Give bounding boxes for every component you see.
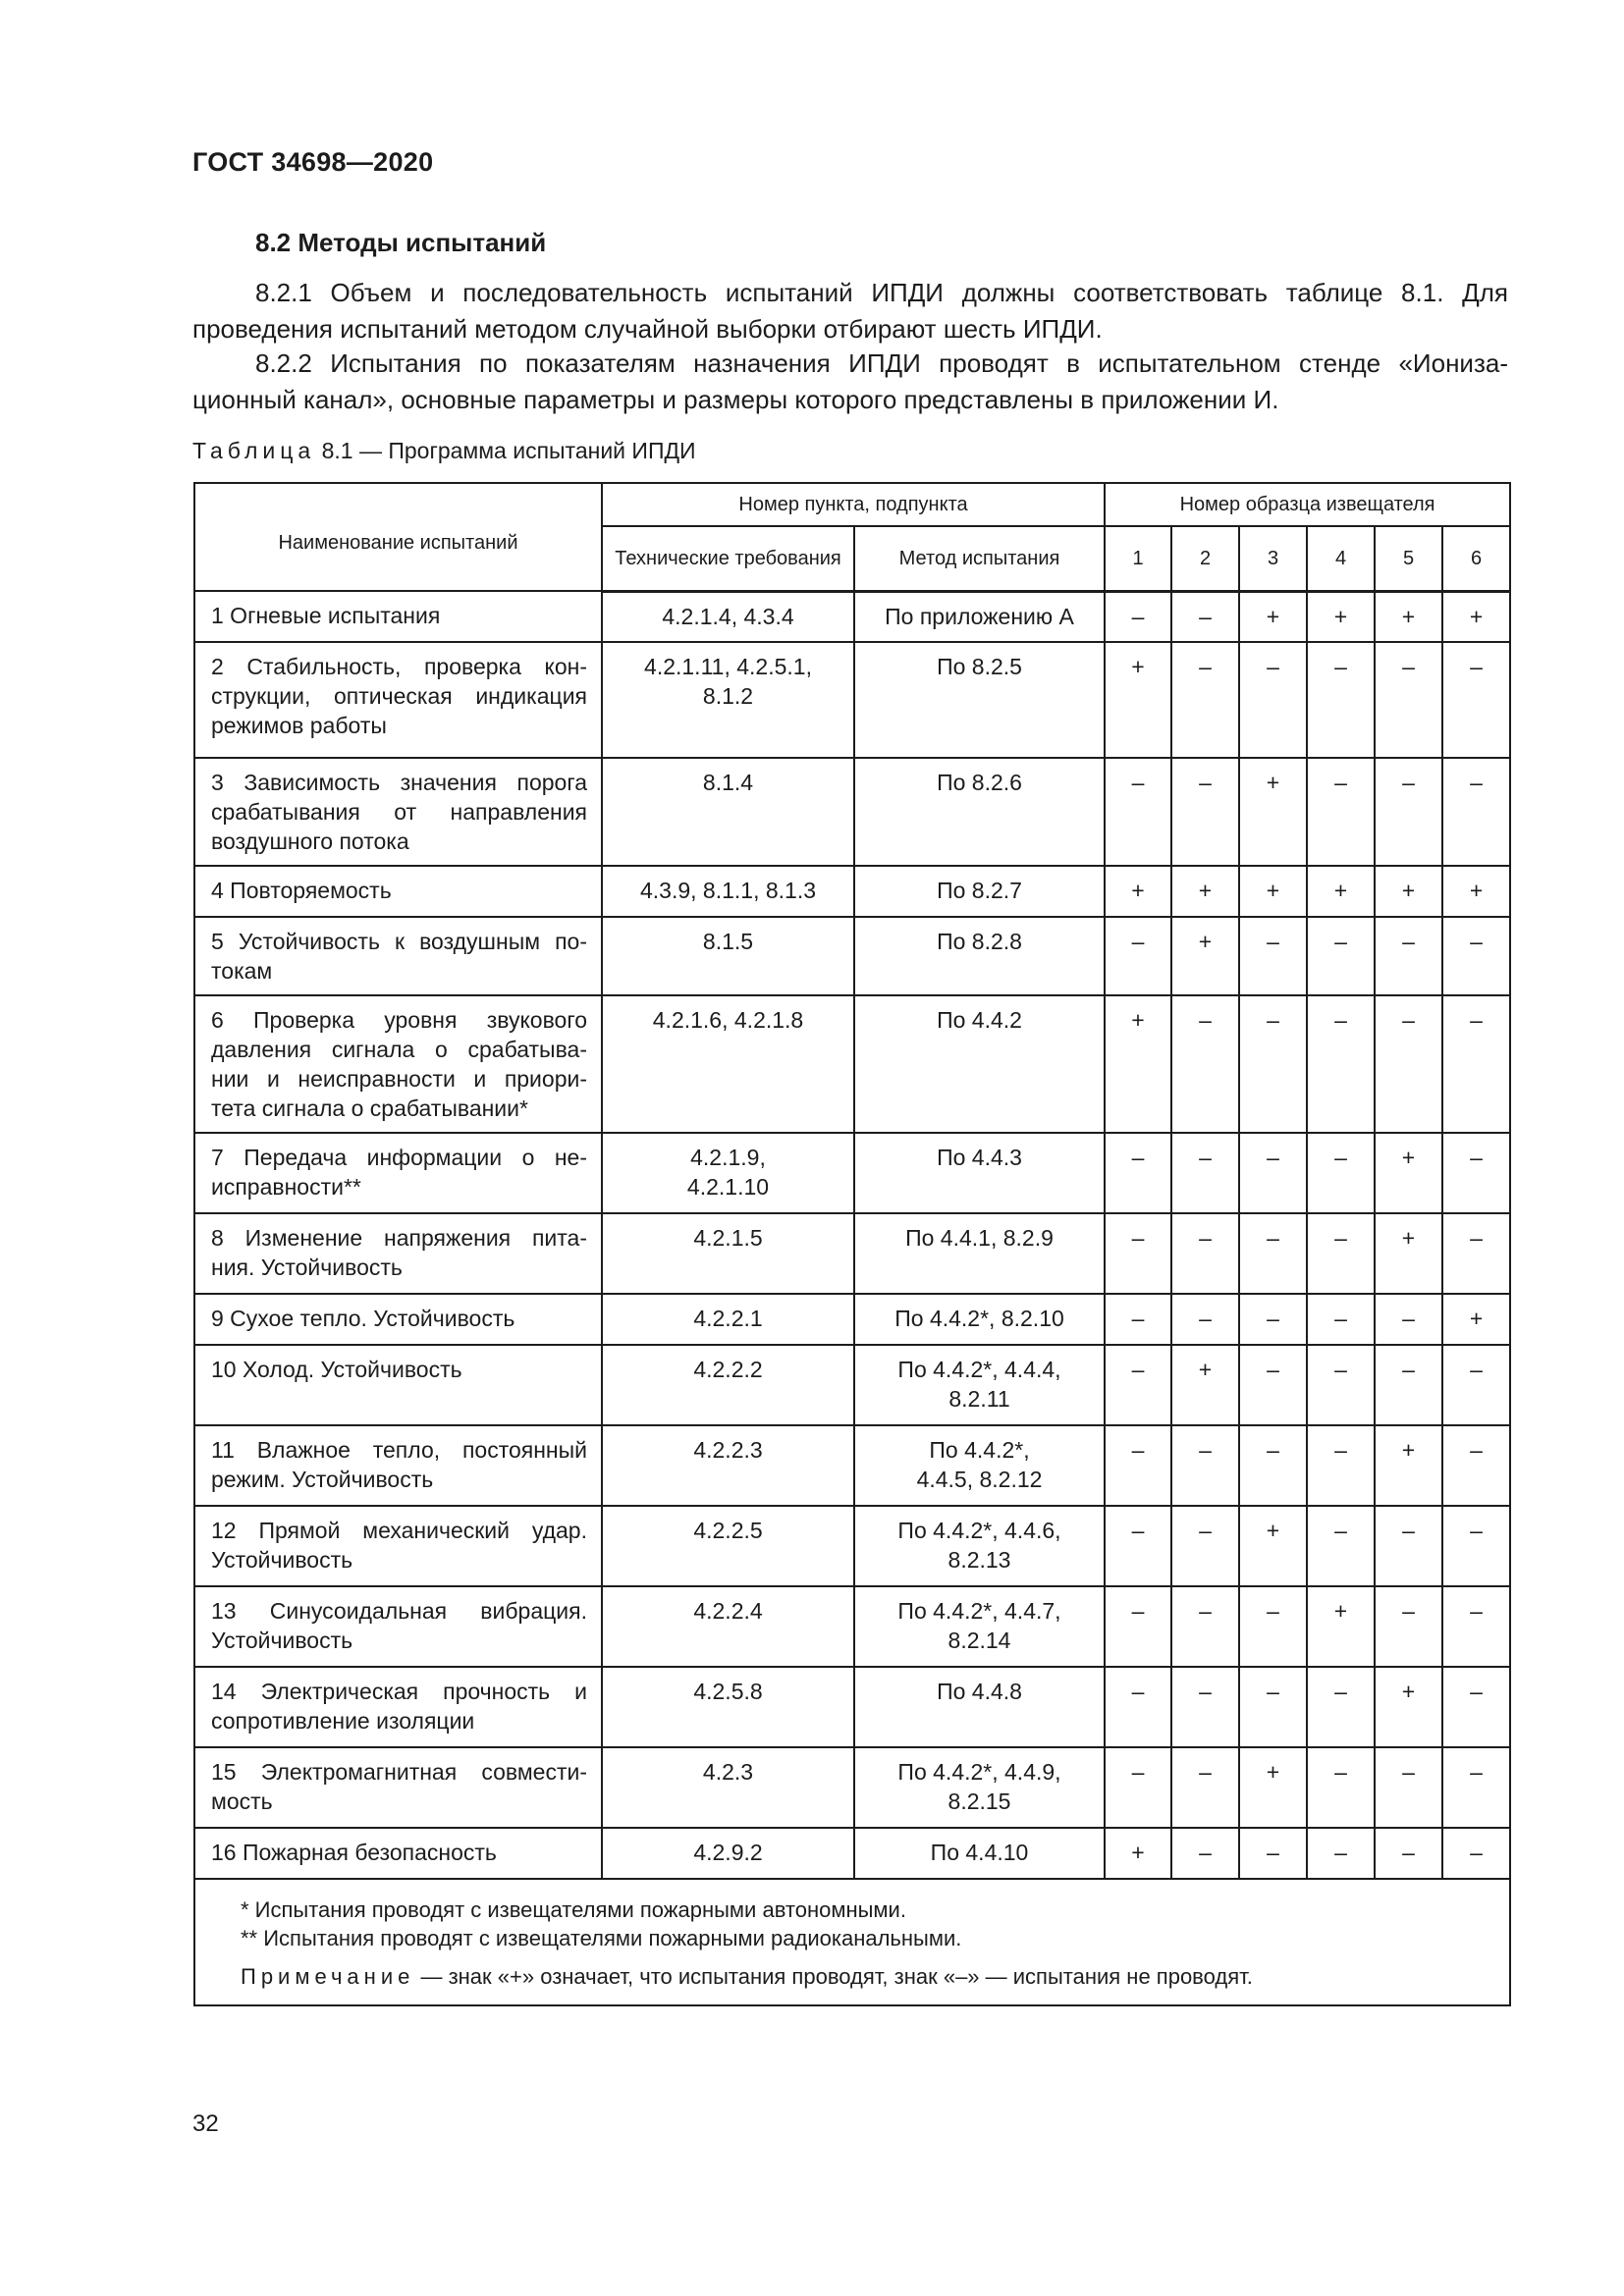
cell-sample-6: – xyxy=(1442,1213,1510,1294)
cell-sample-5: – xyxy=(1375,1586,1442,1667)
header-sample-6: 6 xyxy=(1442,526,1510,591)
cell-sample-1: – xyxy=(1105,1506,1171,1586)
cell-line: 8.2.13 xyxy=(947,1547,1011,1573)
cell-line: токам xyxy=(211,958,273,984)
paragraph-8-2-2 xyxy=(192,346,1508,418)
cell-test-method xyxy=(854,642,1105,758)
remark-label: Примечание xyxy=(241,1964,415,1989)
cell-line: По 8.2.6 xyxy=(937,770,1022,795)
cell-line: По 4.4.2*, 4.4.6, xyxy=(897,1518,1061,1543)
cell-line: 2 Стабильность, проверка кон- xyxy=(211,654,587,679)
header-sample-3: 3 xyxy=(1239,526,1307,591)
cell-sample-1: + xyxy=(1105,995,1171,1133)
cell-sample-3: – xyxy=(1239,1213,1307,1294)
cell-sample-4: – xyxy=(1307,1425,1375,1506)
cell-sample-5: – xyxy=(1375,1345,1442,1425)
cell-line: исправности** xyxy=(211,1174,361,1200)
page-number: 32 xyxy=(192,2110,219,2137)
cell-line: По 4.4.2*, 4.4.9, xyxy=(897,1759,1061,1785)
cell-tech-requirements xyxy=(602,591,854,642)
cell-test-name xyxy=(194,1425,602,1506)
cell-sample-5: – xyxy=(1375,1747,1442,1828)
cell-line: 13 Синусоидальная вибрация. xyxy=(211,1598,587,1624)
paragraph-line: 8.2.1 Объем и последовательность испытаний ИПДИ должны соответствовать таблице 8.1. Для xyxy=(255,278,1508,307)
cell-line: По 8.2.7 xyxy=(937,878,1022,903)
cell-line: 15 Электромагнитная совмести- xyxy=(211,1759,587,1785)
cell-line: 10 Холод. Устойчивость xyxy=(211,1357,462,1382)
cell-line: 4.2.2.1 xyxy=(693,1306,763,1331)
cell-test-name xyxy=(194,1747,602,1828)
cell-sample-6: + xyxy=(1442,1294,1510,1345)
cell-line: Устойчивость xyxy=(211,1628,353,1653)
cell-line: 5 Устойчивость к воздушным по- xyxy=(211,929,587,954)
cell-line: 6 Проверка уровня звукового xyxy=(211,1007,587,1033)
cell-sample-1: – xyxy=(1105,1586,1171,1667)
cell-line: нии и неисправности и приори- xyxy=(211,1066,587,1092)
footnote-double-star: ** Испытания проводят с извещателями пожарными радиоканальными. xyxy=(241,1926,962,1950)
cell-sample-4: – xyxy=(1307,642,1375,758)
cell-sample-5: – xyxy=(1375,642,1442,758)
cell-test-name xyxy=(194,1828,602,1879)
cell-sample-5: + xyxy=(1375,1667,1442,1747)
table-row xyxy=(194,1667,1510,1747)
cell-sample-3: + xyxy=(1239,758,1307,866)
cell-line: 1 Огневые испытания xyxy=(211,603,441,628)
cell-line: ния. Устойчивость xyxy=(211,1255,403,1280)
cell-test-method xyxy=(854,1506,1105,1586)
cell-tech-requirements xyxy=(602,1213,854,1294)
cell-sample-5: + xyxy=(1375,591,1442,642)
cell-test-method xyxy=(854,866,1105,917)
cell-sample-2: + xyxy=(1171,1345,1239,1425)
cell-sample-5: – xyxy=(1375,1294,1442,1345)
cell-sample-3: – xyxy=(1239,1294,1307,1345)
cell-sample-1: + xyxy=(1105,1828,1171,1879)
cell-line: 11 Влажное тепло, постоянный xyxy=(211,1437,587,1463)
cell-sample-1: – xyxy=(1105,1345,1171,1425)
cell-sample-4: – xyxy=(1307,1133,1375,1213)
cell-sample-2: + xyxy=(1171,866,1239,917)
cell-sample-3: – xyxy=(1239,1133,1307,1213)
cell-sample-2: – xyxy=(1171,1828,1239,1879)
cell-line: По 4.4.2*, 4.4.7, xyxy=(897,1598,1061,1624)
table-row xyxy=(194,995,1510,1133)
cell-line: 4.2.1.11, 4.2.5.1, xyxy=(644,654,812,679)
cell-sample-1: – xyxy=(1105,591,1171,642)
cell-sample-1: – xyxy=(1105,1747,1171,1828)
table-row xyxy=(194,1133,1510,1213)
paragraph-8-2-1 xyxy=(192,275,1508,347)
cell-test-method xyxy=(854,1425,1105,1506)
cell-test-method xyxy=(854,758,1105,866)
cell-sample-1: – xyxy=(1105,1294,1171,1345)
cell-sample-5: – xyxy=(1375,917,1442,995)
table-row xyxy=(194,1294,1510,1345)
cell-sample-2: – xyxy=(1171,1425,1239,1506)
cell-sample-4: – xyxy=(1307,1506,1375,1586)
cell-tech-requirements xyxy=(602,758,854,866)
cell-test-name xyxy=(194,1506,602,1586)
cell-line: 4.2.3 xyxy=(702,1759,754,1785)
cell-sample-6: – xyxy=(1442,1747,1510,1828)
cell-line: По 4.4.2*, 4.4.4, xyxy=(897,1357,1061,1382)
cell-sample-6: – xyxy=(1442,1667,1510,1747)
cell-test-method xyxy=(854,1345,1105,1425)
table-caption xyxy=(192,438,696,464)
cell-line: режим. Устойчивость xyxy=(211,1467,434,1492)
cell-test-method xyxy=(854,1828,1105,1879)
cell-sample-2: – xyxy=(1171,1506,1239,1586)
cell-test-method xyxy=(854,1213,1105,1294)
cell-sample-3: + xyxy=(1239,1747,1307,1828)
cell-test-method xyxy=(854,1294,1105,1345)
cell-sample-6: – xyxy=(1442,758,1510,866)
cell-sample-2: – xyxy=(1171,995,1239,1133)
cell-test-method xyxy=(854,1747,1105,1828)
cell-line: 4.2.2.4 xyxy=(693,1598,763,1624)
cell-sample-2: – xyxy=(1171,758,1239,866)
cell-sample-3: – xyxy=(1239,642,1307,758)
cell-sample-6: – xyxy=(1442,917,1510,995)
cell-line: 8.2.11 xyxy=(948,1386,1010,1412)
cell-sample-5: – xyxy=(1375,1506,1442,1586)
cell-test-method xyxy=(854,995,1105,1133)
cell-sample-3: – xyxy=(1239,995,1307,1133)
cell-sample-2: – xyxy=(1171,591,1239,642)
table-row xyxy=(194,866,1510,917)
table-row xyxy=(194,758,1510,866)
cell-line: 4.2.1.10 xyxy=(686,1174,770,1200)
cell-tech-requirements xyxy=(602,1828,854,1879)
cell-line: 7 Передача информации о не- xyxy=(211,1145,587,1170)
header-tech-requirements: Технические требования xyxy=(602,526,854,591)
table-body xyxy=(194,591,1510,1879)
cell-sample-4: – xyxy=(1307,917,1375,995)
cell-line: 4.2.2.5 xyxy=(693,1518,763,1543)
table-row xyxy=(194,1345,1510,1425)
table-caption-label: Таблица xyxy=(192,438,316,463)
cell-line: 16 Пожарная безопасность xyxy=(211,1840,497,1865)
cell-line: 4.2.1.6, 4.2.1.8 xyxy=(652,1007,804,1033)
cell-test-method xyxy=(854,1667,1105,1747)
cell-test-name xyxy=(194,1667,602,1747)
header-sample-1: 1 xyxy=(1105,526,1171,591)
cell-tech-requirements xyxy=(602,1294,854,1345)
header-sample-group: Номер образца извещателя xyxy=(1105,483,1510,526)
cell-sample-4: + xyxy=(1307,866,1375,917)
cell-line: По 4.4.1, 8.2.9 xyxy=(905,1225,1054,1251)
section-title: 8.2 Методы испытаний xyxy=(255,228,547,257)
cell-line: По 4.4.2*, 8.2.10 xyxy=(894,1306,1064,1331)
cell-sample-4: – xyxy=(1307,995,1375,1133)
cell-sample-1: – xyxy=(1105,1667,1171,1747)
cell-line: давления сигнала о срабатыва- xyxy=(211,1037,587,1062)
cell-sample-6: + xyxy=(1442,591,1510,642)
footnote-single-star: * Испытания проводят с извещателями пожарными автономными. xyxy=(241,1897,906,1922)
cell-sample-2: + xyxy=(1171,917,1239,995)
cell-line: По 8.2.8 xyxy=(937,929,1022,954)
table-notes xyxy=(194,1879,1510,2005)
cell-sample-6: – xyxy=(1442,1586,1510,1667)
cell-line: 4.4.5, 8.2.12 xyxy=(916,1467,1043,1492)
cell-line: тета сигнала о срабатывании* xyxy=(211,1095,528,1121)
cell-test-name xyxy=(194,1213,602,1294)
cell-test-method xyxy=(854,1586,1105,1667)
cell-line: 4.2.5.8 xyxy=(693,1679,763,1704)
cell-line: Устойчивость xyxy=(211,1547,353,1573)
cell-sample-6: – xyxy=(1442,995,1510,1133)
cell-sample-1: + xyxy=(1105,866,1171,917)
cell-sample-2: – xyxy=(1171,1294,1239,1345)
remark-text: — знак «+» означает, что испытания проводят, знак «–» — испытания не проводят. xyxy=(414,1964,1253,1989)
test-program-table xyxy=(193,482,1511,2006)
cell-sample-1: – xyxy=(1105,758,1171,866)
cell-sample-2: – xyxy=(1171,1133,1239,1213)
cell-sample-2: – xyxy=(1171,642,1239,758)
cell-test-name xyxy=(194,917,602,995)
cell-test-name xyxy=(194,758,602,866)
table-remark xyxy=(241,1962,1489,1991)
header-sample-5: 5 xyxy=(1375,526,1442,591)
cell-sample-6: – xyxy=(1442,1133,1510,1213)
cell-line: 4.2.9.2 xyxy=(693,1840,763,1865)
cell-line: 4.2.2.3 xyxy=(693,1437,763,1463)
cell-line: По 4.4.8 xyxy=(937,1679,1022,1704)
cell-sample-6: + xyxy=(1442,866,1510,917)
cell-sample-2: – xyxy=(1171,1213,1239,1294)
cell-line: 9 Сухое тепло. Устойчивость xyxy=(211,1306,515,1331)
cell-tech-requirements xyxy=(602,1425,854,1506)
cell-line: 4.2.2.2 xyxy=(693,1357,763,1382)
cell-sample-4: – xyxy=(1307,1213,1375,1294)
cell-line: мость xyxy=(211,1789,273,1814)
cell-sample-2: – xyxy=(1171,1667,1239,1747)
cell-line: срабатывания от направления xyxy=(211,799,587,825)
cell-sample-4: – xyxy=(1307,1747,1375,1828)
cell-sample-1: – xyxy=(1105,1213,1171,1294)
cell-line: По 4.4.10 xyxy=(930,1840,1029,1865)
cell-sample-4: – xyxy=(1307,1828,1375,1879)
cell-sample-4: – xyxy=(1307,1345,1375,1425)
cell-test-name xyxy=(194,995,602,1133)
table-row xyxy=(194,1586,1510,1667)
cell-tech-requirements xyxy=(602,1506,854,1586)
cell-tech-requirements xyxy=(602,1133,854,1213)
cell-sample-3: – xyxy=(1239,1345,1307,1425)
cell-sample-5: – xyxy=(1375,758,1442,866)
cell-line: 8 Изменение напряжения пита- xyxy=(211,1225,587,1251)
cell-line: 4.2.1.5 xyxy=(693,1225,763,1251)
cell-sample-6: – xyxy=(1442,1506,1510,1586)
cell-sample-4: – xyxy=(1307,1294,1375,1345)
cell-sample-1: – xyxy=(1105,917,1171,995)
header-sample-2: 2 xyxy=(1171,526,1239,591)
cell-sample-3: – xyxy=(1239,1425,1307,1506)
cell-test-name xyxy=(194,642,602,758)
cell-tech-requirements xyxy=(602,917,854,995)
cell-line: 12 Прямой механический удар. xyxy=(211,1518,587,1543)
header-clause-group: Номер пункта, подпункта xyxy=(602,483,1105,526)
cell-sample-1: – xyxy=(1105,1425,1171,1506)
cell-test-name xyxy=(194,1294,602,1345)
cell-test-name xyxy=(194,591,602,642)
table-row xyxy=(194,1506,1510,1586)
table-row xyxy=(194,591,1510,642)
cell-line: 8.1.2 xyxy=(702,683,754,709)
cell-line: По приложению А xyxy=(885,603,1074,629)
cell-tech-requirements xyxy=(602,642,854,758)
cell-test-name xyxy=(194,1133,602,1213)
table-row xyxy=(194,1425,1510,1506)
paragraph-line: проведения испытаний методом случайной выборки отбирают шесть ИПДИ. xyxy=(192,314,1103,344)
cell-sample-6: – xyxy=(1442,1345,1510,1425)
cell-sample-5: + xyxy=(1375,1425,1442,1506)
cell-tech-requirements xyxy=(602,1345,854,1425)
cell-sample-6: – xyxy=(1442,1425,1510,1506)
cell-line: струкции, оптическая индикация xyxy=(211,683,587,709)
cell-sample-4: + xyxy=(1307,591,1375,642)
cell-sample-1: – xyxy=(1105,1133,1171,1213)
cell-line: сопротивление изоляции xyxy=(211,1708,475,1734)
cell-sample-3: + xyxy=(1239,1506,1307,1586)
cell-line: 4.2.1.4, 4.3.4 xyxy=(662,603,794,629)
table-row xyxy=(194,1747,1510,1828)
header-test-name: Наименование испытаний xyxy=(194,483,602,591)
cell-sample-6: – xyxy=(1442,642,1510,758)
cell-sample-2: – xyxy=(1171,1747,1239,1828)
paragraph-line: 8.2.2 Испытания по показателям назначения ИПДИ проводят в испытательном стенде «Иониза- xyxy=(255,348,1508,378)
cell-test-method xyxy=(854,917,1105,995)
cell-sample-3: + xyxy=(1239,866,1307,917)
header-sample-4: 4 xyxy=(1307,526,1375,591)
cell-test-method xyxy=(854,591,1105,642)
cell-line: 4 Повторяемость xyxy=(211,878,392,903)
cell-line: 8.1.4 xyxy=(702,770,754,795)
cell-line: режимов работы xyxy=(211,713,387,738)
cell-sample-3: + xyxy=(1239,591,1307,642)
table-row xyxy=(194,1213,1510,1294)
cell-test-name xyxy=(194,1586,602,1667)
header-test-method: Метод испытания xyxy=(854,526,1105,591)
cell-test-name xyxy=(194,1345,602,1425)
cell-sample-2: – xyxy=(1171,1586,1239,1667)
cell-line: По 8.2.5 xyxy=(937,654,1022,679)
cell-sample-4: + xyxy=(1307,1586,1375,1667)
cell-line: 14 Электрическая прочность и xyxy=(211,1679,587,1704)
table-row xyxy=(194,917,1510,995)
cell-sample-5: + xyxy=(1375,1133,1442,1213)
cell-line: По 4.4.2*, xyxy=(929,1437,1030,1463)
cell-line: 3 Зависимость значения порога xyxy=(211,770,587,795)
cell-sample-6: – xyxy=(1442,1828,1510,1879)
cell-sample-4: – xyxy=(1307,1667,1375,1747)
table-row xyxy=(194,642,1510,758)
cell-tech-requirements xyxy=(602,1667,854,1747)
cell-test-method xyxy=(854,1133,1105,1213)
cell-line: По 4.4.3 xyxy=(937,1145,1022,1170)
cell-test-name xyxy=(194,866,602,917)
table-caption-text: 8.1 — Программа испытаний ИПДИ xyxy=(321,438,696,463)
cell-tech-requirements xyxy=(602,995,854,1133)
document-id: ГОСТ 34698—2020 xyxy=(192,147,434,177)
cell-sample-3: – xyxy=(1239,1828,1307,1879)
cell-line: 8.1.5 xyxy=(702,929,754,954)
cell-sample-3: – xyxy=(1239,1667,1307,1747)
cell-line: 8.2.14 xyxy=(947,1628,1011,1653)
paragraph-line: ционный канал», основные параметры и размеры которого представлены в приложении И. xyxy=(192,385,1279,414)
cell-line: 4.2.1.9, xyxy=(690,1145,766,1170)
cell-line: По 4.4.2 xyxy=(937,1007,1022,1033)
cell-line: 8.2.15 xyxy=(947,1789,1011,1814)
cell-sample-5: – xyxy=(1375,995,1442,1133)
cell-sample-5: + xyxy=(1375,866,1442,917)
cell-sample-3: – xyxy=(1239,1586,1307,1667)
cell-sample-5: + xyxy=(1375,1213,1442,1294)
cell-sample-1: + xyxy=(1105,642,1171,758)
cell-tech-requirements xyxy=(602,1586,854,1667)
cell-sample-4: – xyxy=(1307,758,1375,866)
cell-tech-requirements xyxy=(602,866,854,917)
cell-line: воздушного потока xyxy=(211,828,409,854)
cell-sample-3: – xyxy=(1239,917,1307,995)
cell-tech-requirements xyxy=(602,1747,854,1828)
cell-sample-5: – xyxy=(1375,1828,1442,1879)
table-row xyxy=(194,1828,1510,1879)
cell-line: 4.3.9, 8.1.1, 8.1.3 xyxy=(639,878,817,903)
